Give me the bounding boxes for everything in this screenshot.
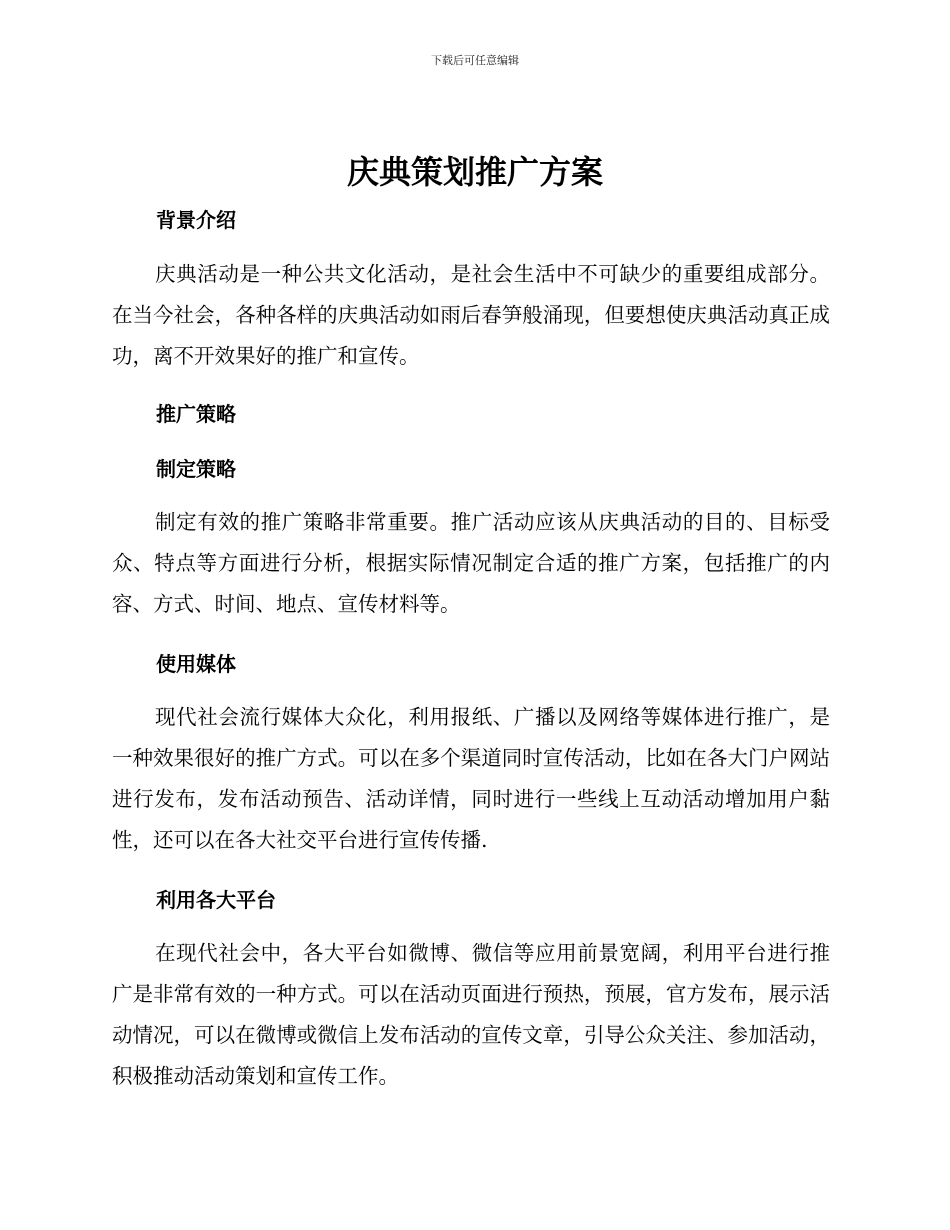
section-heading-platforms: 利用各大平台	[156, 888, 276, 912]
paragraph-use-media: 现代社会流行媒体大众化，利用报纸、广播以及网络等媒体进行推广，是一种效果很好的推广方式。可以在多个渠道同时宣传活动，比如在各大门户网站进行发布，发布活动预告、活动详情，同时进行一些线上互动活动增加用户黏性，还可以在各大社交平台进行宣传传播.	[112, 705, 830, 852]
section-heading-promotion-strategy: 推广策略	[156, 402, 236, 426]
section-heading-use-media: 使用媒体	[156, 652, 236, 676]
paragraph-background: 庆典活动是一种公共文化活动，是社会生活中不可缺少的重要组成部分。在当今社会，各种各样的庆典活动如雨后春笋般涌现，但要想使庆典活动真正成功，离不开效果好的推广和宣传。	[112, 262, 830, 368]
document-title: 庆典策划推广方案	[346, 153, 603, 191]
paragraph-formulate-strategy: 制定有效的推广策略非常重要。推广活动应该从庆典活动的目的、目标受众、特点等方面进行分析，根据实际情况制定合适的推广方案，包括推广的内容、方式、时间、地点、宣传材料等。	[112, 510, 830, 616]
section-heading-background: 背景介绍	[156, 208, 236, 232]
paragraph-platforms: 在现代社会中，各大平台如微博、微信等应用前景宽阔，利用平台进行推广是非常有效的一种方式。可以在活动页面进行预热，预展，官方发布，展示活动情况，可以在微博或微信上发布活动的宣传文章，引导公众关注、参加活动，积极推动活动策划和宣传工作。	[112, 941, 830, 1088]
section-heading-formulate-strategy: 制定策略	[156, 457, 236, 481]
page-header-note: 下载后可任意编辑	[431, 54, 519, 67]
